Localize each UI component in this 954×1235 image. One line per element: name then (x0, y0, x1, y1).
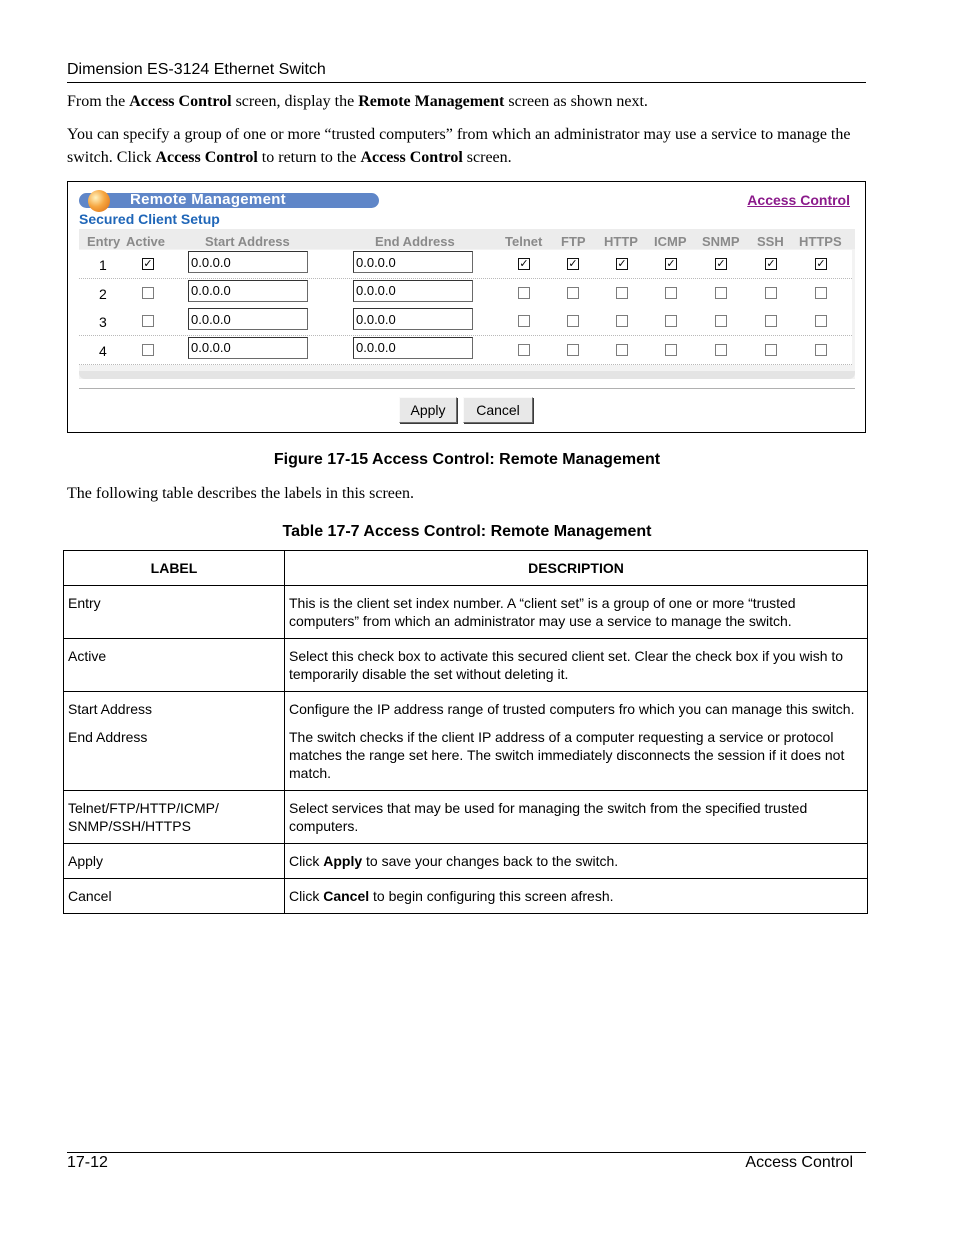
entry-number: 1 (99, 257, 107, 273)
icmp-checkbox[interactable] (665, 287, 677, 299)
text-run: Click (289, 888, 324, 904)
active-checkbox[interactable] (142, 344, 154, 356)
label-text: Start Address (68, 701, 153, 717)
text-run: From the (67, 93, 130, 110)
label-column-header: LABEL (64, 551, 285, 586)
text-run: Click (289, 853, 324, 869)
bold-term: Access Control (360, 149, 463, 166)
bold-term: Access Control (129, 93, 232, 110)
remote-management-screenshot (67, 181, 866, 433)
end-address-input[interactable] (353, 251, 473, 273)
snmp-checkbox[interactable] (715, 315, 727, 327)
text-run: screen. (462, 149, 512, 166)
column-header: HTTPS (799, 234, 842, 249)
bold-term: Cancel (323, 888, 370, 904)
description-paragraph (289, 799, 863, 835)
following-text: The following table describes the labels in this screen. (67, 485, 415, 502)
intro-paragraph-1 (67, 90, 648, 113)
column-header: Active (126, 234, 166, 249)
label-text: Telnet/FTP/HTTP/ICMP/ SNMP/SSH/HTTPS (68, 800, 219, 834)
column-header: SSH (757, 234, 784, 249)
text-run: screen as shown next. (504, 93, 648, 110)
icmp-checkbox[interactable] (665, 315, 677, 327)
telnet-checkbox[interactable] (518, 344, 530, 356)
client-set-row (79, 279, 852, 308)
screen-title: Remote Management (130, 191, 286, 208)
end-address-input[interactable] (353, 280, 473, 302)
ftp-checkbox[interactable]: ✓ (568, 257, 578, 270)
figure-caption: Figure 17-15 Access Control: Remote Management (273, 451, 661, 468)
icmp-checkbox[interactable]: ✓ (666, 257, 676, 270)
text-run: to return to the (257, 149, 361, 166)
text-run: to begin configuring this screen afresh. (369, 888, 614, 904)
table-caption: Table 17-7 Access Control: Remote Management (282, 523, 652, 540)
column-header: End Address (375, 234, 455, 249)
https-checkbox[interactable] (815, 344, 827, 356)
description-cell (285, 586, 868, 639)
description-paragraph (289, 594, 863, 630)
description-cell (285, 639, 868, 692)
column-header: SNMP (702, 234, 740, 249)
http-checkbox[interactable] (616, 287, 628, 299)
text-run: Select this check box to activate this secured client set. Clear the check box if you wish to temporarily disable the set without deleting it. (289, 648, 844, 682)
description-column-header: DESCRIPTION (285, 551, 868, 586)
table-row (64, 879, 868, 914)
grid-header (79, 229, 855, 249)
page-number: 17-12 (67, 1154, 108, 1171)
http-checkbox[interactable] (616, 315, 628, 327)
entry-number: 2 (99, 285, 107, 302)
description-paragraph (289, 852, 863, 870)
table-row (64, 639, 868, 692)
text-run: screen, display the (231, 93, 359, 110)
bold-term: Access Control (155, 149, 258, 166)
label-cell (64, 692, 285, 791)
column-header: FTP (561, 234, 586, 249)
https-checkbox[interactable] (815, 315, 827, 327)
start-address-input[interactable] (188, 251, 308, 273)
cancel-button[interactable]: Cancel (463, 397, 533, 423)
text-run: The switch checks if the client IP address of a computer requesting a service or protocol matches the range set here. The switch immediately disconnects the session if it does not match. (289, 729, 845, 781)
text-run: Select services that may be used for managing the switch from the specified trusted computers. (289, 800, 808, 834)
apply-button[interactable]: Apply (399, 397, 457, 423)
bold-term: Remote Management (358, 93, 505, 110)
label-text: Cancel (68, 888, 112, 904)
text-run: This is the client set index number. A “client set” is a group of one or more “trusted computers” from which an administrator may use a service to manage the switch. (289, 595, 796, 629)
table-row (64, 844, 868, 879)
end-address-input[interactable] (353, 337, 473, 359)
table-row (64, 692, 868, 791)
ssh-checkbox[interactable] (765, 287, 777, 299)
grid-footer-bar (79, 371, 855, 379)
secured-client-grid (79, 229, 855, 379)
column-header: Telnet (505, 234, 543, 249)
active-checkbox[interactable] (142, 287, 154, 299)
chapter-name: Access Control (745, 1154, 853, 1171)
http-checkbox[interactable] (616, 344, 628, 356)
telnet-checkbox[interactable] (518, 315, 530, 327)
snmp-checkbox[interactable]: ✓ (716, 257, 726, 270)
snmp-checkbox[interactable] (715, 287, 727, 299)
title-orb-icon (88, 190, 110, 212)
label-cell (64, 879, 285, 914)
column-header: ICMP (654, 234, 687, 249)
button-divider (79, 388, 855, 389)
column-header: Start Address (205, 234, 290, 249)
client-set-row (79, 250, 852, 279)
running-header: Dimension ES-3124 Ethernet Switch (67, 61, 326, 78)
text-run: Configure the IP address range of trusted computers fro which you can manage this switch. (289, 701, 855, 717)
label-text: Active (68, 648, 107, 664)
label-text: End Address (68, 729, 148, 745)
label-cell (64, 844, 285, 879)
active-checkbox[interactable] (142, 315, 154, 327)
label-cell (64, 586, 285, 639)
https-checkbox[interactable] (815, 287, 827, 299)
start-address-input[interactable] (188, 337, 308, 359)
section-title: Secured Client Setup (79, 211, 220, 227)
entry-number: 4 (99, 342, 107, 359)
icmp-checkbox[interactable] (665, 344, 677, 356)
telnet-checkbox[interactable]: ✓ (519, 257, 529, 270)
bold-term: Apply (323, 853, 363, 869)
label-text: Apply (68, 853, 104, 869)
label-text: Entry (68, 595, 101, 611)
ssh-checkbox[interactable] (765, 315, 777, 327)
https-checkbox[interactable]: ✓ (816, 257, 826, 270)
entry-number: 3 (99, 314, 107, 330)
table-row (64, 586, 868, 639)
ftp-checkbox[interactable] (567, 315, 579, 327)
description-paragraph (289, 887, 863, 905)
description-cell (285, 844, 868, 879)
description-cell (285, 692, 868, 791)
column-header: HTTP (604, 234, 638, 249)
client-set-row (79, 336, 852, 365)
active-checkbox[interactable]: ✓ (143, 257, 153, 270)
text-run: to save your changes back to the switch. (362, 853, 619, 869)
table-header-row (64, 551, 868, 586)
label-description-table (63, 550, 868, 914)
table-body (64, 586, 868, 914)
table-row (64, 791, 868, 844)
client-set-row (79, 307, 852, 336)
description-cell (285, 791, 868, 844)
start-address-input[interactable] (188, 308, 308, 330)
label-cell (64, 791, 285, 844)
column-header: Entry (87, 234, 121, 249)
ftp-checkbox[interactable] (567, 287, 579, 299)
snmp-checkbox[interactable] (715, 344, 727, 356)
start-address-input[interactable] (188, 280, 308, 302)
label-cell (64, 639, 285, 692)
access-control-link[interactable]: Access Control (747, 192, 850, 208)
ssh-checkbox[interactable]: ✓ (766, 257, 776, 270)
ftp-checkbox[interactable] (567, 344, 579, 356)
description-cell (285, 879, 868, 914)
intro-paragraph-2 (67, 123, 857, 169)
telnet-checkbox[interactable] (518, 287, 530, 299)
ssh-checkbox[interactable] (765, 344, 777, 356)
http-checkbox[interactable]: ✓ (617, 257, 627, 270)
description-paragraph (289, 647, 863, 683)
text-run: You can specify a group of one or more “trusted computers” from which an administrator may use a service to manage the switch. Click (67, 126, 851, 166)
description-paragraph (289, 728, 863, 782)
footer-rule (67, 1152, 866, 1153)
header-rule (67, 82, 866, 83)
end-address-input[interactable] (353, 308, 473, 330)
description-paragraph (289, 700, 863, 718)
